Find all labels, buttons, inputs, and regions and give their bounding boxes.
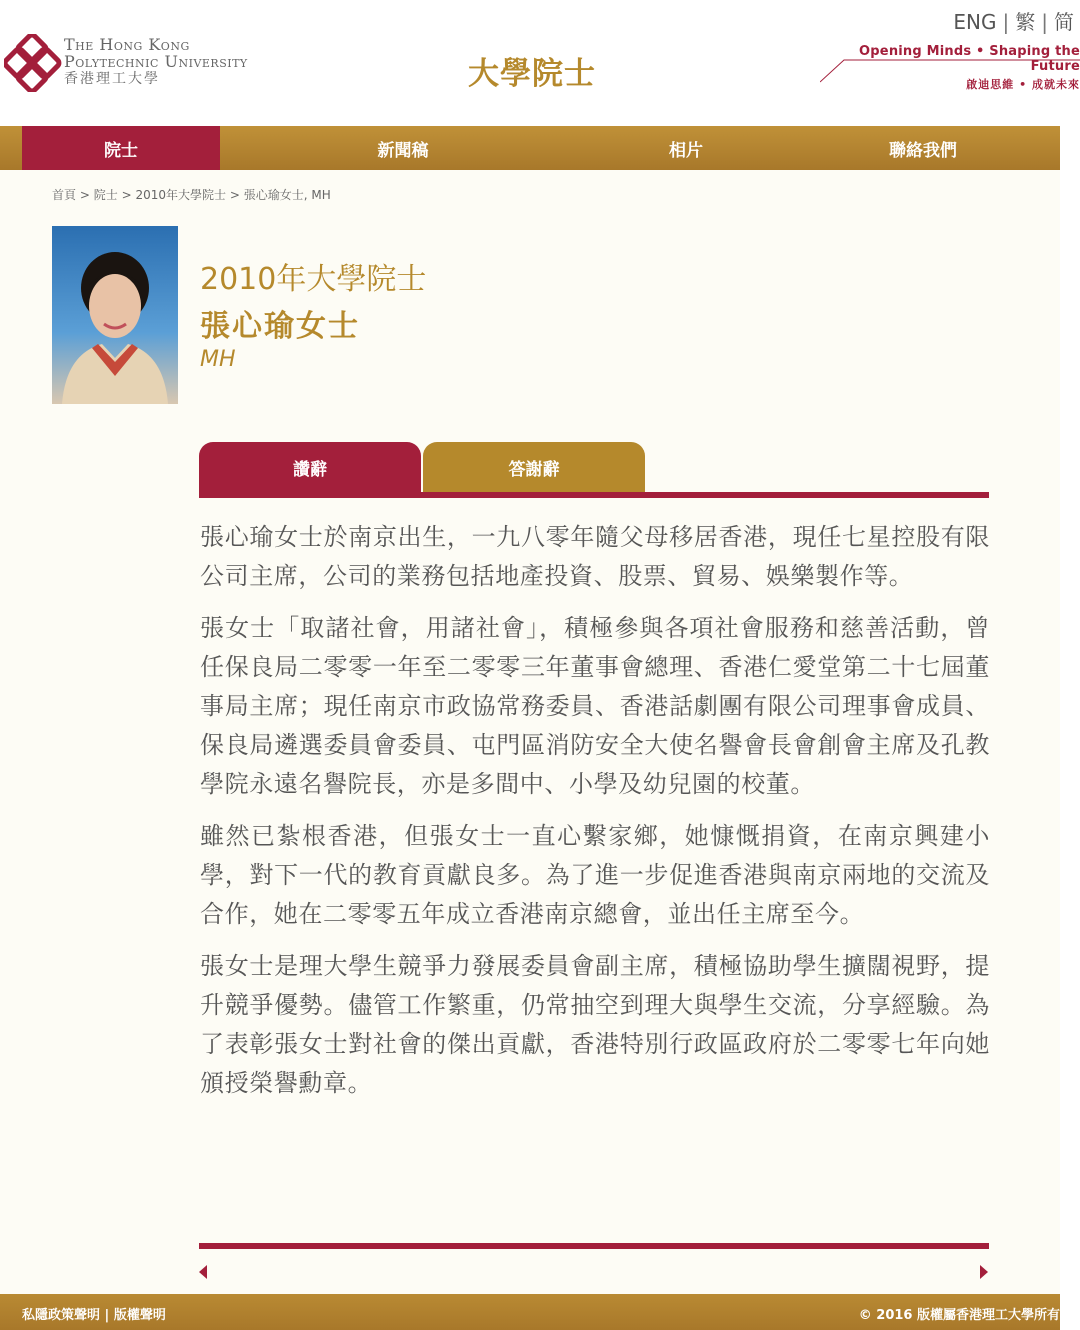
slogan-en: Opening Minds • Shaping the Future — [859, 44, 1080, 74]
site-header — [0, 0, 1080, 126]
content-divider — [199, 1243, 989, 1249]
citation-paragraph: 張女士「取諸社會，用諸社會」，積極參與各項社會服務和慈善活動，曾任保良局二零零一年至二零零三年董事會總理、香港仁愛堂第二十七屆董事局主席；現任南京市政協常務委員、香港話劇團有限公司理事會成員、保良局遴選委員會委員、屯門區消防安全大使名譽會長會創會主席及孔教學院永遠名譽院長，亦是多間中、小學及幼兒園的校董。 — [200, 614, 990, 798]
nav-item-fellows[interactable]: 院士 — [22, 126, 220, 170]
lang-separator: | — [1041, 10, 1048, 34]
citation-paragraph: 張心瑜女士於南京出生，一九八零年隨父母移居香港，現任七星控股有限公司主席，公司的業務包括地產投資、股票、貿易、娛樂製作等。 — [200, 523, 990, 590]
slogan-swoosh-icon — [820, 44, 1080, 84]
lang-eng-link[interactable]: ENG — [953, 10, 997, 34]
copyright-notice-link[interactable]: 版權聲明 — [113, 1308, 166, 1323]
nav-item-photos[interactable]: 相片 — [669, 140, 703, 161]
breadcrumb — [52, 186, 331, 203]
logo-text[interactable] — [64, 36, 248, 88]
footer-links — [22, 1304, 166, 1323]
speech-tabs — [199, 442, 989, 499]
citation-paragraph: 雖然已紮根香港，但張女士一直心繫家鄉，她慷慨捐資，在南京興建小學，對下一代的教育貢獻良多。為了進一步促進香港與南京兩地的交流及合作，她在二零零五年成立香港南京總會，並出任主席至今。 — [200, 822, 990, 928]
breadcrumb-separator: > — [121, 188, 132, 202]
language-switcher — [953, 6, 1074, 35]
nav-item-press-releases[interactable]: 新聞稿 — [377, 140, 429, 161]
lang-separator: | — [1002, 10, 1010, 34]
site-title: 大學院士 — [468, 56, 596, 92]
citation-paragraph: 張女士是理大學生競爭力發展委員會副主席，積極協助學生擴闊視野，提升競爭優勢。儘管工作繁重，仍常抽空到理大與學生交流，分享經驗。為了表彰張女士對社會的傑出貢獻，香港特別行政區政府於二零零七年向她頒授榮譽勳章。 — [200, 952, 990, 1097]
fellow-portrait — [52, 226, 178, 404]
tab-underline — [199, 492, 989, 498]
logo-en-line1: The Hong Kong — [64, 35, 190, 54]
logo-zh: 香港理工大學 — [64, 71, 160, 87]
breadcrumb-current: 張心瑜女士, MH — [243, 188, 331, 202]
fellowship-year-title: 2010年大學院士 — [200, 262, 427, 297]
privacy-policy-link[interactable]: 私隱政策聲明 — [22, 1308, 101, 1323]
breadcrumb-separator: > — [229, 188, 240, 202]
portrait-illustration-icon — [52, 226, 178, 404]
breadcrumb-home[interactable]: 首頁 — [52, 188, 77, 202]
breadcrumb-year[interactable]: 2010年大學院士 — [135, 188, 227, 202]
lang-simplified-link[interactable]: 简 — [1054, 10, 1074, 34]
slogan-zh: 啟迪思維 • 成就未來 — [966, 78, 1080, 91]
tab-acceptance-speech[interactable]: 答謝辭 — [423, 442, 645, 492]
lang-traditional-link[interactable]: 繁 — [1015, 10, 1036, 34]
next-arrow-icon[interactable] — [980, 1265, 988, 1279]
nav-item-contact-us[interactable]: 聯絡我們 — [889, 140, 957, 161]
tab-citation[interactable]: 讚辭 — [199, 442, 421, 492]
fellow-name: 張心瑜女士 — [200, 309, 360, 344]
slogan — [820, 44, 1080, 91]
previous-arrow-icon[interactable] — [199, 1265, 207, 1279]
logo-en-line2: Polytechnic University — [64, 52, 248, 71]
citation-text — [200, 518, 990, 1116]
polyu-logo-icon[interactable] — [4, 34, 62, 92]
nav-spacer — [0, 126, 22, 170]
breadcrumb-separator: > — [79, 188, 90, 202]
site-footer — [0, 1294, 1060, 1330]
fellow-honors: MH — [200, 347, 236, 372]
copyright-text: © 2016 版權屬香港理工大學所有 — [858, 1308, 1060, 1323]
main-nav — [0, 126, 1060, 170]
footer-separator: | — [104, 1308, 110, 1323]
breadcrumb-fellows[interactable]: 院士 — [93, 188, 118, 202]
